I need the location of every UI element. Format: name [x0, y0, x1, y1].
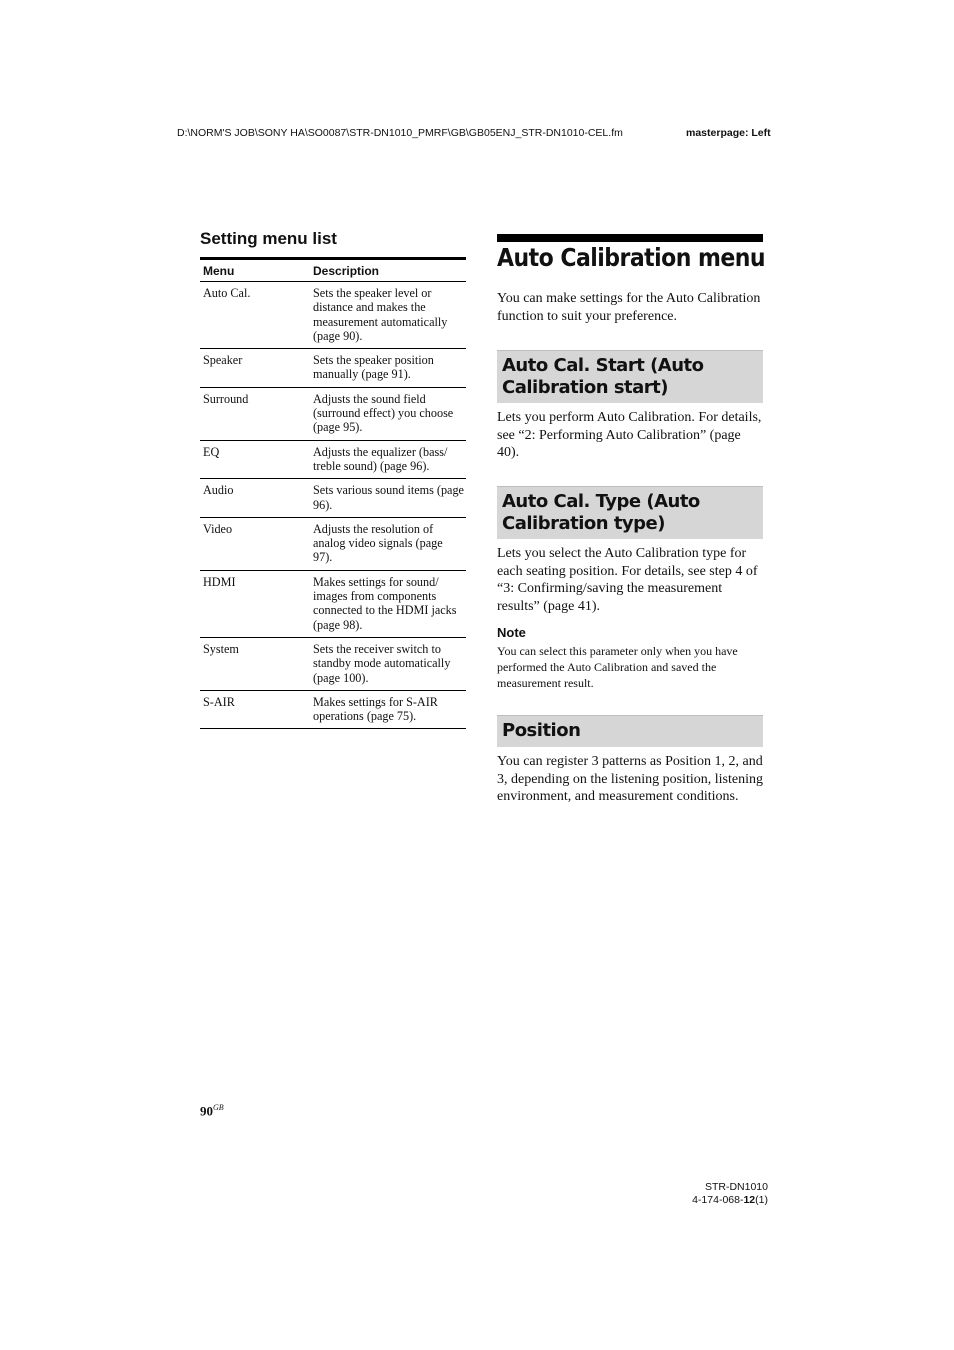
menu-cell: System [203, 641, 239, 656]
menu-cell: Video [203, 521, 233, 536]
page-number [200, 1103, 224, 1119]
section-heading-auto-cal-start [497, 350, 763, 403]
model-code-bold: 12 [743, 1193, 756, 1206]
table-row [200, 282, 466, 349]
section-body-position: You can register 3 patterns as Position 1, 2, and 3, depending on the listening position, listening environment, and measurement conditions. [497, 754, 763, 805]
setting-menu-list-title: Setting menu list [200, 229, 337, 248]
page-title: Auto Calibration menu [497, 243, 766, 272]
section-heading-text: Position [502, 720, 581, 741]
masterpage-label: masterpage: Left [686, 127, 771, 139]
table-row [200, 388, 466, 441]
description-cell: Adjusts the sound field (surround effect) you choose (page 95). [313, 391, 454, 435]
table-row [200, 691, 466, 729]
description-cell: Sets various sound items (page 96). [313, 483, 464, 512]
model-code [686, 1194, 768, 1207]
description-cell: Sets the receiver switch to standby mode automatically (page 100). [313, 641, 451, 685]
table-row [200, 349, 466, 388]
model-code-prefix: 4-174-068- [692, 1193, 744, 1206]
column-header-menu: Menu [203, 263, 235, 278]
section-heading-text: Auto Cal. Type (Auto Calibration type) [502, 491, 700, 534]
intro-text: You can make settings for the Auto Calibration function to suit your preference. [497, 291, 761, 324]
table-row [200, 441, 466, 480]
section-body-auto-cal-type: Lets you select the Auto Calibration type for each seating position. For details, see step 4 of “3: Confirming/saving the measurement results” (page 41). [497, 546, 758, 615]
menu-cell: Auto Cal. [203, 286, 251, 300]
section-heading-position [497, 715, 763, 747]
section-body-auto-cal-start: Lets you perform Auto Calibration. For details, see “2: Performing Auto Calibration” (page 40). [497, 410, 762, 461]
model-info [686, 1181, 768, 1206]
table-row [200, 571, 466, 638]
description-cell: Sets the speaker level or distance and makes the measurement automatically (page 90). [313, 286, 448, 343]
page-number-suffix: GB [213, 1103, 224, 1112]
menu-cell: Speaker [203, 353, 243, 368]
menu-cell: EQ [203, 444, 220, 459]
table-row [200, 518, 466, 571]
description-cell: Adjusts the equalizer (bass/ treble sound) (page 96). [313, 444, 448, 473]
table-row [200, 638, 466, 691]
table-header [200, 260, 466, 282]
menu-cell: Audio [203, 483, 234, 498]
model-name: STR-DN1010 [704, 1181, 768, 1193]
note-text: You can select this parameter only when you have performed the Auto Calibration and saved the measurement result. [497, 644, 738, 690]
description-cell: Makes settings for sound/ images from components connected to the HDMI jacks (page 98). [313, 574, 457, 632]
description-cell: Makes settings for S-AIR operations (page 75). [313, 694, 438, 724]
page-number-value: 90 [200, 1103, 213, 1119]
setting-menu-table [200, 257, 466, 729]
menu-cell: S-AIR [203, 694, 235, 709]
menu-cell: HDMI [203, 574, 236, 589]
description-cell: Adjusts the resolution of analog video signals (page 97). [313, 521, 443, 565]
menu-cell: Surround [203, 391, 249, 406]
table-row [200, 479, 466, 518]
file-path: D:\NORM'S JOB\SONY HA\SO0087\STR-DN1010_PMRF\GB\GB05ENJ_STR-DN1010-CEL.fm [177, 127, 623, 139]
section-heading-text: Auto Cal. Start (Auto Calibration start) [502, 355, 704, 398]
model-code-suffix: (1) [755, 1193, 768, 1206]
description-cell: Sets the speaker position manually (page 91). [313, 353, 434, 382]
note-title: Note [497, 625, 526, 640]
heading-rule [497, 234, 763, 242]
column-header-description: Description [313, 263, 380, 278]
section-heading-auto-cal-type [497, 486, 763, 539]
